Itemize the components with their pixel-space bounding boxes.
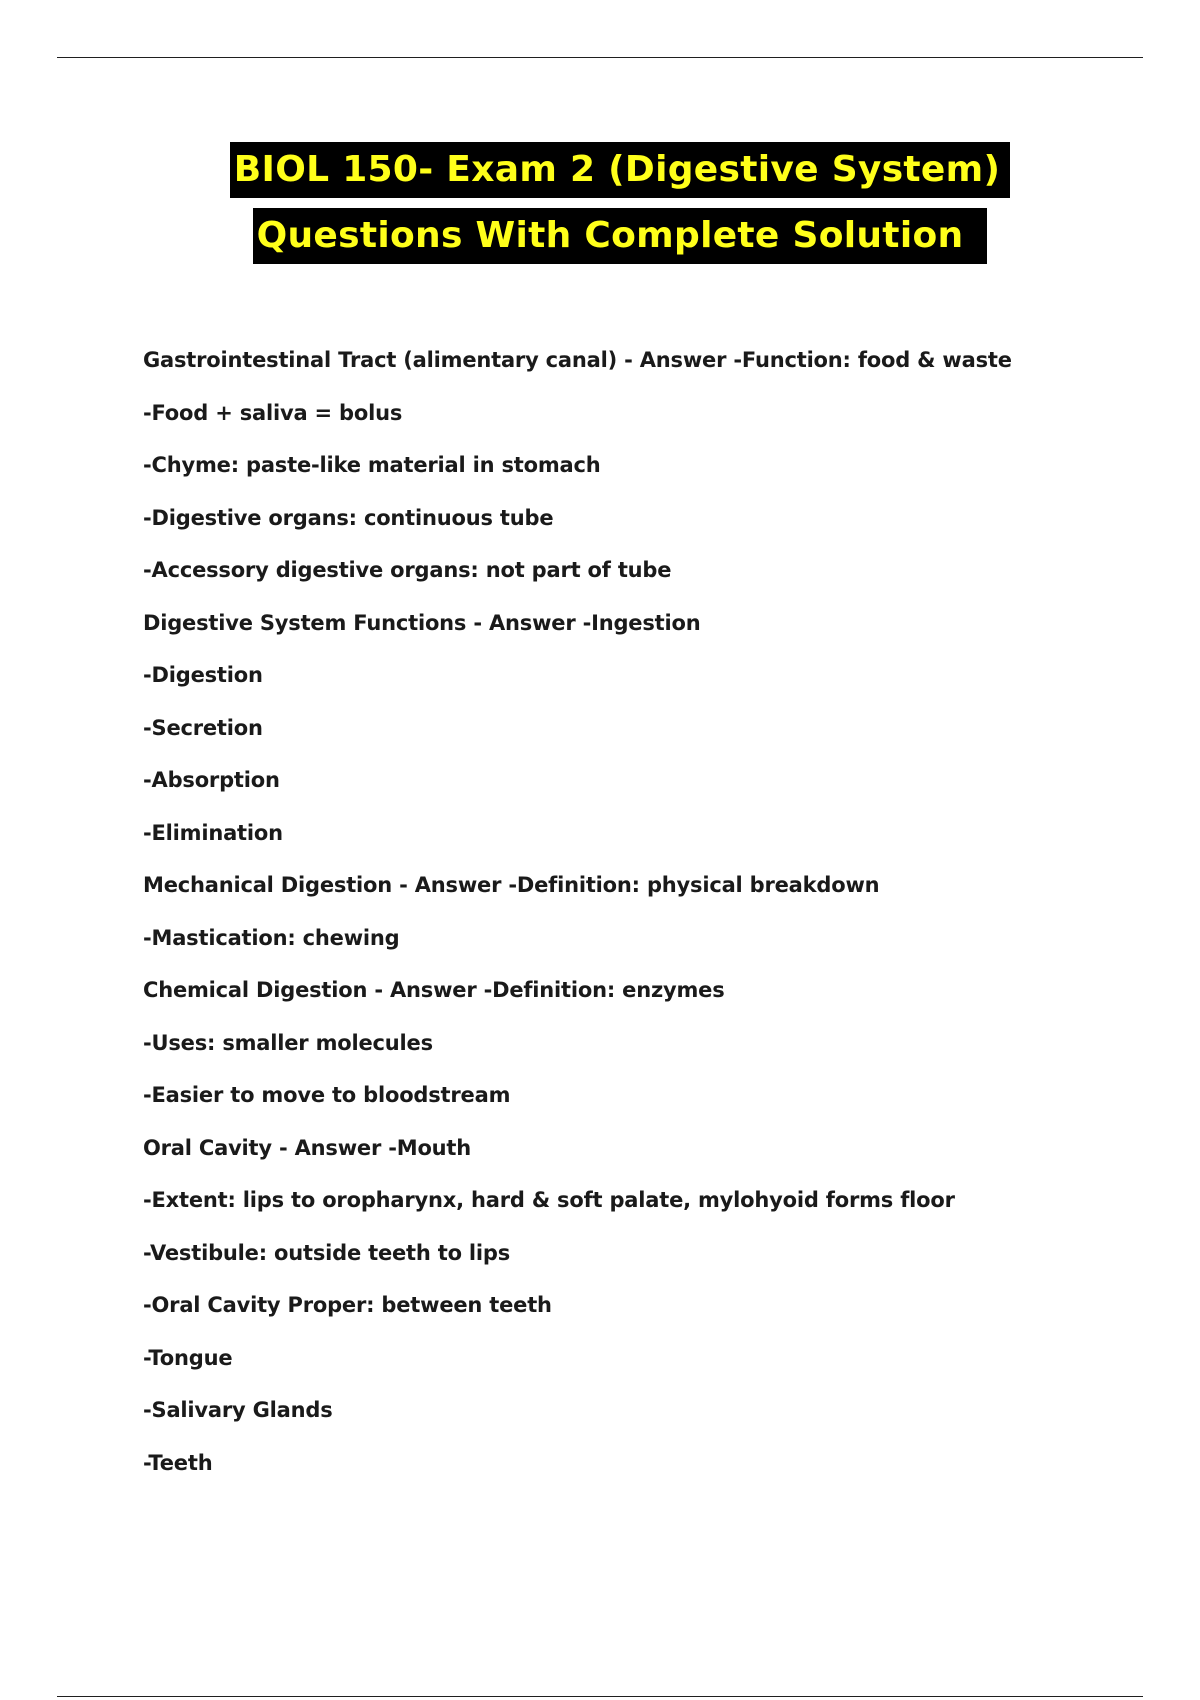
document-title [0, 142, 1200, 264]
body-line: -Vestibule: outside teeth to lips [143, 1240, 511, 1265]
title-line-2: Questions With Complete Solution [253, 208, 988, 264]
body-line: -Easier to move to bloodstream [143, 1083, 511, 1107]
body-line: -Elimination [143, 820, 283, 845]
body-line: -Teeth [143, 1450, 213, 1475]
body-line: Chemical Digestion - Answer -Definition: enzymes [143, 978, 725, 1002]
title-line-1: BIOL 150- Exam 2 (Digestive System) [230, 142, 1010, 198]
body-line: -Digestive organs: continuous tube [143, 505, 554, 530]
body-line: -Extent: lips to oropharynx, hard & soft palate, mylohyoid forms floor [143, 1188, 955, 1212]
body-line: -Salivary Glands [143, 1398, 333, 1422]
document-body [143, 340, 1143, 1495]
body-line: -Food + saliva = bolus [143, 400, 403, 425]
body-line: Mechanical Digestion - Answer -Definition: physical breakdown [143, 873, 880, 897]
body-line: -Uses: smaller molecules [143, 1030, 433, 1055]
body-line: -Oral Cavity Proper: between teeth [143, 1293, 552, 1317]
body-line: -Chyme: paste-like material in stomach [143, 453, 601, 477]
body-line: -Absorption [143, 768, 280, 792]
top-rule [57, 57, 1143, 58]
bottom-rule [57, 1696, 1143, 1697]
body-line: Digestive System Functions - Answer -Ingestion [143, 610, 701, 635]
body-line: -Tongue [143, 1345, 233, 1370]
body-line: -Accessory digestive organs: not part of tube [143, 558, 672, 582]
body-line: -Secretion [143, 715, 263, 740]
body-line: -Digestion [143, 663, 263, 687]
body-line: Gastrointestinal Tract (alimentary canal) - Answer -Function: food & waste [143, 348, 1012, 372]
body-line: -Mastication: chewing [143, 925, 400, 950]
body-line: Oral Cavity - Answer -Mouth [143, 1135, 472, 1160]
